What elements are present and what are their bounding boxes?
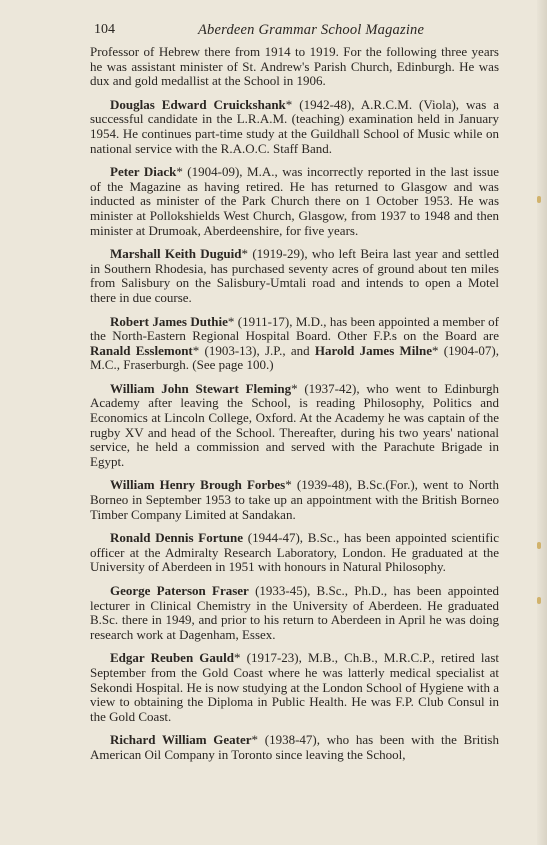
entry-paragraph xyxy=(90,165,499,238)
entry-duthie xyxy=(90,315,499,373)
person-name: Marshall Keith Duguid xyxy=(110,246,242,262)
entry-fleming xyxy=(90,382,499,470)
entry-gauld xyxy=(90,651,499,724)
foxing-mark xyxy=(537,597,541,604)
entry-fortune xyxy=(90,531,499,575)
foxing-mark xyxy=(537,196,541,203)
foxing-mark xyxy=(537,542,541,549)
entry-text: * (1919-29), who left Beira last year and settled in Southern Rhodesia, has purchased seventy acres of ground about ten miles from Salisbury on the Salisbury-Umtali road and intends to open a Motel there in due course. xyxy=(90,246,500,305)
entry-paragraph xyxy=(90,247,499,305)
entry-cruickshank xyxy=(90,98,499,156)
entry-text: (1944-47), B.Sc., has been appointed scientific officer at the Admiralty Research Laboratory, London. He graduated at the University of Aberdeen in 1951 with honours in Natural Philosophy. xyxy=(90,530,499,575)
entry-text: * (1903-13), J.P., and xyxy=(192,342,315,358)
entry-text: * (1917-23), M.B., Ch.B., M.R.C.P., retired last September from the Gold Coast where he was latterly medical specialist at Sekondi Hospital. He is now studying at the London School of Hygiene with a view to obtaining the Diploma in Public Health. He was F.P. Club Consul in the Gold Coast. xyxy=(90,650,499,724)
entry-geater xyxy=(90,733,499,762)
person-name: Richard William Geater xyxy=(110,732,252,748)
person-name: William John Stewart Fleming xyxy=(110,380,292,396)
person-name: Harold James Milne xyxy=(314,342,432,358)
entry-duguid xyxy=(90,247,499,305)
running-title: Aberdeen Grammar School Magazine xyxy=(198,22,425,38)
person-name: Robert James Duthie xyxy=(110,313,228,329)
entry-text: * (1938-47), who has been with the British American Oil Company in Toronto since leaving the School, xyxy=(90,732,499,762)
page-number: 104 xyxy=(94,22,115,37)
entry-paragraph xyxy=(90,478,499,522)
entry-text: * (1942-48), A.R.C.M. (Viola), was a successful candidate in the L.R.A.M. (teaching) examination held in January 1954. He continues part-time study at the Guildhall School of Music while on national service with the R.A.O.C. Staff Band. xyxy=(90,96,500,156)
entry-paragraph xyxy=(90,651,499,724)
entry-text: (1933-45), B.Sc., Ph.D., has been appointed lecturer in Clinical Chemistry in the University of Aberdeen. He graduated B.Sc. there in 1949, and prior to his return to Aberdeen in April he was doing research work at Dagenham, Essex. xyxy=(90,583,499,642)
person-name: Ranald Esslemont xyxy=(90,342,193,358)
person-name: George Paterson Fraser xyxy=(110,583,249,598)
person-name: William Henry Brough Forbes xyxy=(110,477,286,493)
entry-forbes xyxy=(90,478,499,522)
entry-text: * (1911-17), M.D., has been appointed a member of the North-Eastern Regional Hospital Board. Other F.P.s on the Board are xyxy=(90,313,499,344)
entry-paragraph xyxy=(90,531,499,575)
person-name: Edgar Reuben Gauld xyxy=(110,650,234,666)
person-name: Peter Diack xyxy=(110,164,177,180)
page-header xyxy=(90,22,499,42)
entry-text: * (1904-09), M.A., was incorrectly reported in the last issue of the Magazine as having retired. He has returned to Glasgow and was inducted as minister of the Park Church there on 1 October 1953. He was minister at Pollokshields West Church, Glasgow, from 1937 to 1948 and then minister at Drumoak, Aberdeenshire, for five years. xyxy=(90,164,499,238)
entry-paragraph xyxy=(90,315,499,373)
continued-paragraph: Professor of Hebrew there from 1914 to 1919. For the following three years he was assistant minister of St. Andrew's Parish Church, Edinburgh. He was dux and gold medallist at the School in 1906. xyxy=(90,44,499,89)
person-name: Douglas Edward Cruickshank xyxy=(110,96,286,112)
entry-paragraph xyxy=(90,584,499,642)
entry-diack xyxy=(90,165,499,238)
entry-paragraph xyxy=(90,98,499,156)
entry-paragraph xyxy=(90,382,499,470)
page-edge-shadow xyxy=(537,0,547,845)
entry-text: * (1937-42), who went to Edinburgh Academy after leaving the School, is reading Philosophy, Politics and Economics at Lincoln College, Oxford. At the Academy he was captain of the rugby XV and head of the School. Thereafter, during his two years' national service, he held a commission and served with the Parachute Brigade in Egypt. xyxy=(90,380,500,469)
entry-paragraph xyxy=(90,733,499,762)
person-name: Ronald Dennis Fortune xyxy=(110,530,244,546)
entry-text: * (1904-07), M.C., Fraserburgh. (See page 100.) xyxy=(90,342,499,373)
entry-text: * (1939-48), B.Sc.(For.), went to North Borneo in September 1953 to take up an appointment with the British Borneo Timber Company Limited at Sandakan. xyxy=(90,477,500,522)
entry-fraser xyxy=(90,584,499,642)
